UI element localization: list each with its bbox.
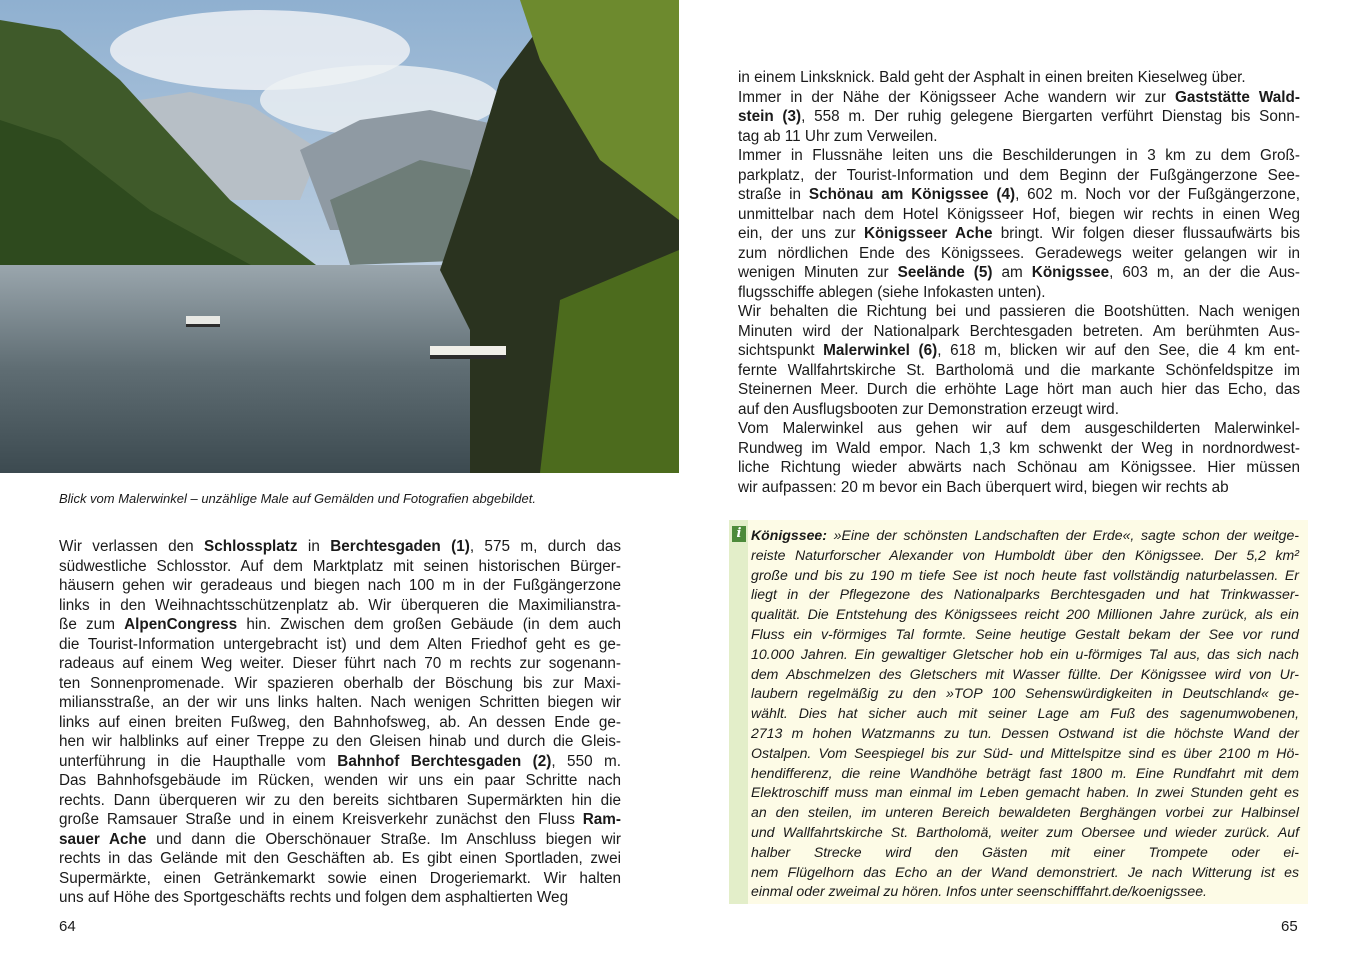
bold-text: Gaststätte Wald- bbox=[1175, 88, 1300, 106]
text-line bbox=[738, 244, 1300, 264]
text-run: wir aufpassen: 20 m bevor ein Bach überquert wird, biegen wir rechts ab bbox=[738, 478, 1229, 496]
text-line bbox=[738, 205, 1300, 225]
text-line bbox=[59, 791, 621, 811]
text-line bbox=[738, 283, 1300, 303]
text-run: links in den Weihnachtsschützenplatz ab. Wir überqueren die Maximilianstra- bbox=[59, 596, 621, 614]
text-run: miliansstraße, an der wir uns links halten. Nach wenigen Schritten biegen wir bbox=[59, 694, 621, 711]
text-run: straße in bbox=[738, 186, 809, 203]
text-line bbox=[738, 419, 1300, 439]
text-run: ein, der uns zur bbox=[738, 225, 864, 242]
text-line bbox=[738, 380, 1300, 400]
right-column-text bbox=[738, 68, 1300, 497]
lake-landscape-photo-icon bbox=[0, 0, 679, 473]
text-run: Ostalpen. Vom Seespiegel bis zur Süd- und Mittelspitze sind es über 2100 m Hö- bbox=[751, 744, 1299, 761]
text-run: Supermärkte, einen Getränkemarkt sowie einen Drogeriemarkt. Wir halten bbox=[59, 869, 621, 887]
text-run: Wir behalten die Richtung bei und passieren die Bootshütten. Nach wenigen bbox=[738, 303, 1300, 320]
text-run: reiste Naturforscher Alexander von Humboldt über den Königssee. Der 5,2 km² bbox=[751, 546, 1299, 563]
text-line bbox=[738, 166, 1300, 186]
text-run: und dann die Oberschönauer Straße. Im Anschluss biegen wir bbox=[146, 830, 621, 848]
bold-text: Schlossplatz bbox=[204, 538, 298, 555]
text-line bbox=[751, 823, 1299, 843]
text-run: rechts. Dann überqueren wir zu den bereits sichtbaren Supermärkten hin die bbox=[59, 791, 621, 809]
bold-text: Königsseer Ache bbox=[863, 225, 993, 242]
text-line bbox=[738, 341, 1300, 361]
bold-text: stein (3) bbox=[738, 108, 802, 125]
text-run: hin. Zwischen dem großen Gebäude (in dem auch bbox=[237, 616, 622, 633]
text-run: hendifferenz, die reine Wandhöhe beträgt fast 1800 m. Eine Rundfahrt mit dem bbox=[751, 764, 1299, 781]
text-run: rechts in das Gelände mit den Geschäften ab. Es gibt einen Sportladen, zwei bbox=[59, 850, 621, 867]
text-run: qualität. Die Entstehung des Königssees reicht 200 Millionen Jahre zurück, als ein bbox=[751, 606, 1299, 623]
text-line bbox=[738, 263, 1300, 283]
text-line bbox=[59, 654, 621, 674]
text-run: Vom Malerwinkel aus gehen wir auf dem ausgeschilderten Malerwinkel- bbox=[738, 420, 1300, 437]
text-run: dem Abschmelzen des Gletschers mit Wasser füllte. Der Königssee wird von Ur- bbox=[751, 665, 1299, 682]
text-run: , 550 m. bbox=[551, 752, 622, 770]
text-line bbox=[738, 478, 1300, 498]
text-line bbox=[738, 361, 1300, 381]
text-line bbox=[751, 585, 1299, 605]
text-run: uns auf Höhe des Sportgeschäfts rechts und folgen dem asphaltierten Weg bbox=[59, 889, 569, 906]
text-run: , 603 m, an der die Aus- bbox=[1109, 264, 1301, 281]
text-run: ten Sonnenpromenade. Wir spazieren oberhalb der Böschung bis zur Maxi- bbox=[59, 674, 621, 692]
bold-text: Seelände (5) bbox=[897, 264, 993, 281]
text-run: am bbox=[992, 264, 1032, 281]
text-run: radeaus auf einem Weg weiter. Dieser führt nach 70 m rechts zur sogenann- bbox=[59, 655, 621, 672]
text-run: fernte Wallfahrtskirche St. Bartholomä und die markante Schönfeldspitze im bbox=[738, 361, 1300, 379]
text-line bbox=[59, 713, 621, 733]
text-line bbox=[59, 615, 621, 635]
text-run: sichtspunkt bbox=[738, 342, 824, 359]
text-line bbox=[59, 557, 621, 577]
text-run: an den steilen, im unteren Bereich bewaldeten Berghängen vorbei zur Halbinsel bbox=[751, 804, 1299, 821]
bold-text: Schönau am Königssee (4) bbox=[808, 186, 1016, 203]
text-line bbox=[59, 693, 621, 713]
text-run: unmittelbar nach dem Hotel Königsseer Hof, biegen wir rechts in einen Weg bbox=[738, 205, 1300, 223]
bold-text: Bahnhof Berchtesgaden (2) bbox=[337, 752, 552, 770]
text-run: , 575 m, durch das bbox=[469, 538, 621, 555]
text-run: ße zum bbox=[59, 616, 125, 633]
bold-text: Ram- bbox=[582, 811, 621, 828]
text-line bbox=[738, 146, 1300, 166]
text-line bbox=[751, 803, 1299, 823]
text-line bbox=[751, 882, 1299, 902]
text-line bbox=[751, 526, 1299, 546]
text-run: flugsschiffe ablegen (siehe Infokasten unten). bbox=[738, 283, 1046, 301]
text-line bbox=[59, 674, 621, 694]
text-line bbox=[59, 752, 621, 772]
text-run: liche Richtung wieder abwärts nach Schönau am Königssee. Hier müssen bbox=[738, 459, 1300, 476]
text-line bbox=[751, 843, 1299, 863]
text-line bbox=[59, 771, 621, 791]
text-line bbox=[738, 439, 1300, 459]
text-run: bringt. Wir folgen dieser flussaufwärts bis bbox=[992, 225, 1301, 242]
page-number-left: 64 bbox=[59, 918, 76, 935]
text-line bbox=[751, 863, 1299, 883]
text-line bbox=[751, 744, 1299, 764]
text-line bbox=[738, 127, 1300, 147]
bold-text: Malerwinkel (6) bbox=[823, 342, 938, 359]
info-box-sidebar bbox=[729, 520, 748, 904]
bold-text: Königssee bbox=[1031, 264, 1110, 281]
text-run: Wir verlassen den bbox=[59, 538, 205, 555]
text-line bbox=[59, 635, 621, 655]
text-run: 2713 m hohen Watzmanns zu tun. Dessen Ostwand ist die höchste Wand der bbox=[751, 724, 1299, 741]
text-run: , 558 m. Der ruhig gelegene Biergarten verführt Dienstag bis Sonn- bbox=[801, 108, 1301, 125]
text-line bbox=[751, 605, 1299, 625]
bold-text: AlpenCongress bbox=[124, 616, 238, 633]
text-run: laubern regelmäßig zu den »TOP 100 Sehenswürdigkeiten in Deutschland« ge- bbox=[751, 685, 1299, 702]
text-line bbox=[738, 107, 1300, 127]
text-line bbox=[59, 576, 621, 596]
text-run: in einem Linksknick. Bald geht der Asphalt in einen breiten Kieselweg über. bbox=[738, 69, 1246, 86]
text-line bbox=[59, 596, 621, 616]
text-line bbox=[751, 684, 1299, 704]
text-line bbox=[59, 732, 621, 752]
text-run: zum nördlichen Ende des Königssees. Geradewegs weiter gelangen wir in bbox=[738, 244, 1300, 262]
text-line bbox=[751, 704, 1299, 724]
text-run: hen wir halblinks auf einer Treppe zu den Gleisen hinab und durch die Gleis- bbox=[59, 733, 621, 750]
text-line bbox=[738, 400, 1300, 420]
text-run: Minuten wird der Nationalpark Berchtesgaden betreten. Am berühmten Aus- bbox=[738, 322, 1300, 340]
text-run: häusern gehen wir geradeaus und biegen nach 100 m in der Fußgängerzone bbox=[59, 577, 621, 594]
text-run: 10.000 Jahren. Ein gewaltiger Gletscher hob ein u-förmiges Tal aus, das sich nach bbox=[751, 645, 1299, 662]
text-run: nem Flügelhorn das Echo an der Wand demonstriert. Je nach Witterung ist es bbox=[751, 863, 1299, 880]
text-run: südwestliche Schlosstor. Auf dem Marktplatz mit seinen historischen Bürger- bbox=[59, 557, 621, 575]
photo-caption: Blick vom Malerwinkel – unzählige Male auf Gemälden und Fotografien abgebildet. bbox=[59, 491, 536, 506]
text-run: tag ab 11 Uhr zum Verweilen. bbox=[738, 127, 938, 145]
text-run: Immer in der Nähe der Königsseer Ache wandern wir zur bbox=[738, 88, 1176, 106]
text-run: in bbox=[297, 538, 331, 555]
text-run: auf den Ausflugsbooten zur Demonstration erzeugt wird. bbox=[738, 400, 1119, 418]
text-run: die Tourist-Information untergebracht ist) und dem Alten Friedhof geht es ge- bbox=[59, 635, 621, 653]
text-run: parkplatz, der Tourist-Information und dem Beginn der Fußgängerzone See- bbox=[738, 166, 1300, 184]
text-line bbox=[738, 302, 1300, 322]
text-line bbox=[738, 68, 1300, 88]
text-run: , 618 m, blicken wir auf den See, die 4 km ent- bbox=[937, 342, 1300, 359]
page-number-right: 65 bbox=[1281, 918, 1298, 935]
bold-text: sauer Ache bbox=[59, 830, 147, 848]
text-run: einmal oder zweimal zu hören. Infos unter seenschifffahrt.de/koenigssee. bbox=[751, 883, 1207, 900]
bold-text: Berchtesgaden (1) bbox=[330, 538, 470, 555]
text-line bbox=[751, 665, 1299, 685]
text-line bbox=[59, 869, 621, 889]
text-run: Das Bahnhofsgebäude im Rücken, wenden wir uns ein paar Schritte nach bbox=[59, 772, 621, 789]
text-run: Elektroschiff muss man einmal im Leben gemacht haben. In zwei Stunden geht es bbox=[751, 784, 1299, 801]
text-run: Steinernen Meer. Durch die erhöhte Lage hört man auch hier das Echo, das bbox=[738, 381, 1300, 398]
text-line bbox=[59, 849, 621, 869]
text-run: unterführung in die Haupthalle vom bbox=[59, 752, 338, 770]
text-run: wenigen Minuten zur bbox=[738, 264, 898, 281]
bold-text: Königssee: bbox=[751, 527, 827, 543]
info-icon: i bbox=[732, 526, 746, 542]
text-line bbox=[738, 88, 1300, 108]
text-line bbox=[751, 783, 1299, 803]
text-line bbox=[751, 566, 1299, 586]
text-run: und Wallfahrtskirche St. Bartholomä, weiter zum Obersee und wieder zurück. Auf bbox=[751, 823, 1299, 840]
lake-photo bbox=[0, 0, 679, 473]
text-line bbox=[751, 645, 1299, 665]
left-column-text bbox=[59, 537, 621, 908]
text-run: große Ramsauer Straße und in einem Kreisverkehr zunächst den Fluss bbox=[59, 811, 583, 828]
text-line bbox=[751, 625, 1299, 645]
text-run: Fluss ein v-förmiges Tal formte. Seine heutige Gestalt bekam der See vor rund bbox=[751, 625, 1299, 642]
text-line bbox=[59, 810, 621, 830]
info-box-koenigssee bbox=[729, 520, 1308, 904]
text-run: »Eine der schönsten Landschaften der Erde«, sagte schon der weitge- bbox=[826, 527, 1299, 543]
text-run: liegt in der Pflegezone des Nationalparks Berchtesgaden und hat Trinkwasser- bbox=[751, 586, 1299, 603]
text-run: Rundweg im Wald empor. Nach 1,3 km schwenkt der Weg in nordnordwest- bbox=[738, 439, 1300, 457]
text-line bbox=[751, 724, 1299, 744]
text-run: halber Strecke wird den Gästen mit einer Trompete oder ei- bbox=[751, 843, 1299, 860]
text-line bbox=[738, 224, 1300, 244]
text-line bbox=[59, 830, 621, 850]
text-line bbox=[751, 546, 1299, 566]
text-run: links auf einen breiten Fußweg, den Bahnhofsweg, ab. An dessen Ende ge- bbox=[59, 713, 621, 731]
text-line bbox=[738, 458, 1300, 478]
text-run: große und bis zu 190 m tiefe See ist noch heute fast vollständig naturbelassen. Er bbox=[751, 566, 1299, 583]
text-line bbox=[59, 537, 621, 557]
text-line bbox=[738, 322, 1300, 342]
text-line bbox=[738, 185, 1300, 205]
text-run: , 602 m. Noch vor der Fußgängerzone, bbox=[1015, 186, 1300, 203]
text-run: Immer in Flussnähe leiten uns die Beschilderungen in 3 km zu dem Groß- bbox=[738, 147, 1300, 164]
info-box-text bbox=[751, 526, 1299, 902]
text-run: wählt. Dies hat sicher auch mit seiner Lage am Fuß des sagenumwobenen, bbox=[751, 705, 1299, 722]
text-line bbox=[751, 764, 1299, 784]
text-line bbox=[59, 888, 621, 908]
